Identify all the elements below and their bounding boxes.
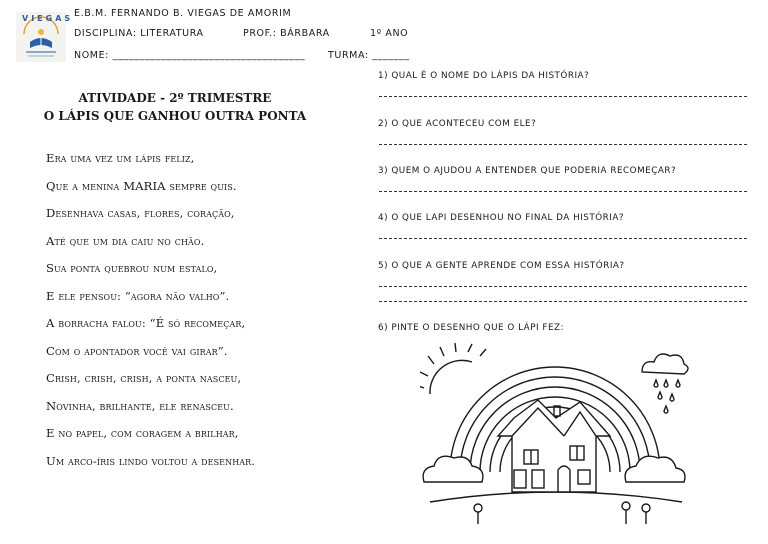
poem-line: Sua ponta quebrou num estalo,	[46, 261, 218, 275]
poem-line: Que a menina MARIA sempre quis.	[46, 178, 237, 193]
poem-line: Um arco-íris lindo voltou a desenhar.	[46, 453, 256, 468]
question-6: 6) PINTE O DESENHO QUE O LÁPI FEZ:	[378, 323, 565, 333]
question-4: 4) O QUE LAPI DESENHOU NO FINAL DA HISTÓRIA?	[378, 213, 625, 223]
question-1: 1) QUAL É O NOME DO LÁPIS DA HISTÓRIA?	[378, 71, 590, 81]
cloud-left	[423, 456, 483, 482]
teacher-label: PROF.: BÁRBARA	[243, 28, 330, 39]
poem-line: Era uma vez um lápis feliz,	[46, 151, 195, 165]
flower-icon	[474, 502, 650, 524]
answer-line[interactable]	[379, 144, 747, 145]
question-3: 3) QUEM O AJUDOU A ENTENDER QUE PODERIA RECOMEÇAR?	[378, 166, 677, 176]
answer-line[interactable]	[379, 238, 747, 239]
answer-line[interactable]	[379, 96, 747, 97]
poem-line: E ele pensou: “agora não valho”.	[46, 288, 230, 303]
house-icon	[498, 400, 610, 492]
logo-text: VIEGAS	[22, 14, 74, 23]
poem-line: Até que um dia caiu no chão.	[46, 233, 205, 248]
answer-line[interactable]	[379, 191, 747, 192]
discipline-label: DISCIPLINA: LITERATURA	[74, 28, 204, 39]
poem-line: E no papel, com coragem a brilhar,	[46, 426, 239, 440]
sun-icon	[420, 343, 486, 394]
question-2: 2) O QUE ACONTECEU COM ELE?	[378, 119, 537, 129]
answer-line[interactable]	[379, 286, 747, 287]
poem-line: Crish, crish, crish, a ponta nasceu,	[46, 371, 242, 385]
cloud-right	[625, 456, 685, 482]
poem	[46, 151, 366, 481]
question-5: 5) O QUE A GENTE APRENDE COM ESSA HISTÓRIA?	[378, 261, 625, 271]
poem-line: Desenhava casas, flores, coração,	[46, 206, 235, 220]
class-field[interactable]: TURMA: _______	[328, 50, 410, 61]
story-title: O LÁPIS QUE GANHOU OUTRA PONTA	[43, 109, 307, 123]
poem-line: Com o apontador você vai girar”.	[46, 343, 228, 358]
coloring-drawing	[420, 342, 690, 532]
name-field[interactable]: NOME: ____________________________________	[74, 50, 306, 61]
grade-label: 1º ANO	[370, 28, 409, 39]
poem-line: Novinha, brilhante, ele renasceu.	[46, 398, 234, 413]
answer-line[interactable]	[379, 301, 747, 302]
poem-line: A borracha falou: “É só recomeçar,	[46, 316, 246, 330]
cloud-icon	[642, 354, 688, 413]
school-logo	[16, 12, 74, 62]
school-name: E.B.M. FERNANDO B. VIEGAS DE AMORIM	[74, 8, 292, 19]
activity-title: ATIVIDADE - 2º TRIMESTRE	[78, 91, 272, 105]
